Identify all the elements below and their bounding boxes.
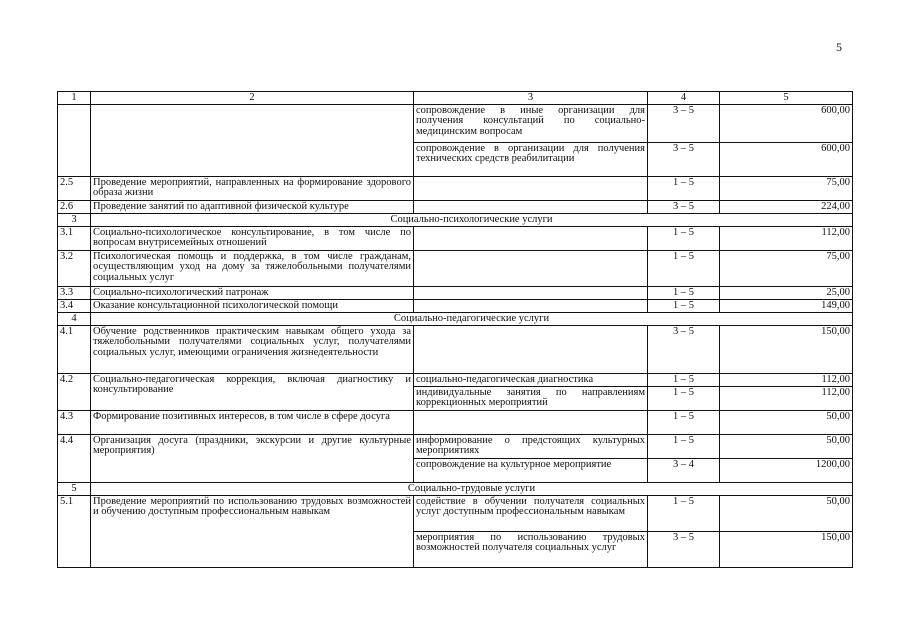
price-cell: 149,00 bbox=[720, 299, 853, 312]
sub-service-cell bbox=[414, 226, 648, 250]
section-title: Социально-трудовые услуги bbox=[91, 482, 853, 495]
price-cell: 75,00 bbox=[720, 250, 853, 286]
table-row bbox=[58, 373, 853, 386]
sub-service-cell bbox=[414, 299, 648, 312]
price-cell: 50,00 bbox=[720, 495, 853, 531]
row-number-cell: 3.2 bbox=[58, 250, 91, 286]
sub-service-cell: сопровождение в иные организации для получения консультаций по социально-медицинским вопросам bbox=[414, 104, 648, 142]
term-cell: 3 – 5 bbox=[648, 325, 720, 373]
table-row bbox=[58, 325, 853, 373]
sub-service-cell: сопровождение на культурное мероприятие bbox=[414, 458, 648, 482]
service-name-cell: Обучение родственников практическим навыкам общего ухода за тяжелобольными получателями социальных услуг, получателями социальных услуг, имеющими ограничения жизнедеятельности bbox=[91, 325, 414, 373]
table-row bbox=[58, 104, 853, 142]
header-cell-3: 3 bbox=[414, 92, 648, 105]
term-cell: 1 – 5 bbox=[648, 299, 720, 312]
sub-service-cell bbox=[414, 410, 648, 434]
service-name-cell: Оказание консультационной психологической помощи bbox=[91, 299, 414, 312]
service-name-cell bbox=[91, 104, 414, 176]
price-cell: 50,00 bbox=[720, 434, 853, 458]
section-number-cell: 5 bbox=[58, 482, 91, 495]
price-cell: 150,00 bbox=[720, 531, 853, 567]
header-cell-2: 2 bbox=[91, 92, 414, 105]
row-number-cell: 3.4 bbox=[58, 299, 91, 312]
section-title: Социально-педагогические услуги bbox=[91, 312, 853, 325]
row-number-cell: 4.1 bbox=[58, 325, 91, 373]
sub-service-cell bbox=[414, 325, 648, 373]
row-number-cell bbox=[58, 104, 91, 176]
term-cell: 1 – 5 bbox=[648, 434, 720, 458]
service-name-cell: Социально-педагогическая коррекция, включая диагностику и консультирование bbox=[91, 373, 414, 410]
section-row bbox=[58, 482, 853, 495]
table-row bbox=[58, 434, 853, 458]
table-header-row bbox=[58, 92, 853, 105]
sub-service-cell: индивидуальные занятия по направлениям коррекционных мероприятий bbox=[414, 386, 648, 410]
service-name-cell: Проведение мероприятий по использованию трудовых возможностей и обучению доступным профессиональным навыкам bbox=[91, 495, 414, 567]
sub-service-cell: мероприятия по использованию трудовых возможностей получателя социальных услуг bbox=[414, 531, 648, 567]
table-row bbox=[58, 200, 853, 213]
term-cell: 1 – 5 bbox=[648, 410, 720, 434]
table-row bbox=[58, 226, 853, 250]
row-number-cell: 4.4 bbox=[58, 434, 91, 482]
term-cell: 1 – 5 bbox=[648, 226, 720, 250]
section-number-cell: 3 bbox=[58, 213, 91, 226]
service-name-cell: Формирование позитивных интересов, в том числе в сфере досуга bbox=[91, 410, 414, 434]
term-cell: 3 – 5 bbox=[648, 531, 720, 567]
header-cell-4: 4 bbox=[648, 92, 720, 105]
term-cell: 1 – 5 bbox=[648, 495, 720, 531]
table-row bbox=[58, 299, 853, 312]
section-row bbox=[58, 213, 853, 226]
sub-service-cell: сопровождение в организации для получения технических средств реабилитации bbox=[414, 142, 648, 176]
sub-service-cell: социально-педагогическая диагностика bbox=[414, 373, 648, 386]
term-cell: 3 – 5 bbox=[648, 104, 720, 142]
price-cell: 1200,00 bbox=[720, 458, 853, 482]
term-cell: 3 – 4 bbox=[648, 458, 720, 482]
sub-service-cell bbox=[414, 176, 648, 200]
row-number-cell: 5.1 bbox=[58, 495, 91, 567]
header-cell-1: 1 bbox=[58, 92, 91, 105]
price-cell: 600,00 bbox=[720, 142, 853, 176]
term-cell: 1 – 5 bbox=[648, 250, 720, 286]
price-cell: 112,00 bbox=[720, 373, 853, 386]
price-cell: 600,00 bbox=[720, 104, 853, 142]
term-cell: 1 – 5 bbox=[648, 373, 720, 386]
sub-service-cell: содействие в обучении получателя социальных услуг доступным профессиональным навыкам bbox=[414, 495, 648, 531]
term-cell: 3 – 5 bbox=[648, 200, 720, 213]
service-name-cell: Социально-психологический патронаж bbox=[91, 286, 414, 299]
header-cell-5: 5 bbox=[720, 92, 853, 105]
row-number-cell: 4.3 bbox=[58, 410, 91, 434]
service-name-cell: Организация досуга (праздники, экскурсии и другие культурные мероприятия) bbox=[91, 434, 414, 482]
row-number-cell: 3.1 bbox=[58, 226, 91, 250]
row-number-cell: 4.2 bbox=[58, 373, 91, 410]
services-price-table bbox=[57, 91, 853, 568]
table-row bbox=[58, 410, 853, 434]
term-cell: 3 – 5 bbox=[648, 142, 720, 176]
service-name-cell: Психологическая помощь и поддержка, в том числе гражданам, осуществляющим уход на дому за тяжелобольными получателями социальных услуг bbox=[91, 250, 414, 286]
page-number: 5 bbox=[836, 40, 842, 54]
price-cell: 25,00 bbox=[720, 286, 853, 299]
table-row bbox=[58, 176, 853, 200]
sub-service-cell bbox=[414, 200, 648, 213]
price-cell: 224,00 bbox=[720, 200, 853, 213]
row-number-cell: 2.6 bbox=[58, 200, 91, 213]
price-cell: 112,00 bbox=[720, 226, 853, 250]
price-cell: 112,00 bbox=[720, 386, 853, 410]
section-title: Социально-психологические услуги bbox=[91, 213, 853, 226]
row-number-cell: 2.5 bbox=[58, 176, 91, 200]
price-cell: 150,00 bbox=[720, 325, 853, 373]
price-cell: 50,00 bbox=[720, 410, 853, 434]
sub-service-cell: информирование о предстоящих культурных мероприятиях bbox=[414, 434, 648, 458]
section-row bbox=[58, 312, 853, 325]
table-row bbox=[58, 250, 853, 286]
term-cell: 1 – 5 bbox=[648, 386, 720, 410]
term-cell: 1 – 5 bbox=[648, 176, 720, 200]
sub-service-cell bbox=[414, 286, 648, 299]
table-row bbox=[58, 495, 853, 531]
price-cell: 75,00 bbox=[720, 176, 853, 200]
term-cell: 1 – 5 bbox=[648, 286, 720, 299]
section-number-cell: 4 bbox=[58, 312, 91, 325]
table-row bbox=[58, 286, 853, 299]
service-name-cell: Социально-психологическое консультирование, в том числе по вопросам внутрисемейных отношений bbox=[91, 226, 414, 250]
service-name-cell: Проведение мероприятий, направленных на формирование здорового образа жизни bbox=[91, 176, 414, 200]
row-number-cell: 3.3 bbox=[58, 286, 91, 299]
service-name-cell: Проведение занятий по адаптивной физической культуре bbox=[91, 200, 414, 213]
sub-service-cell bbox=[414, 250, 648, 286]
